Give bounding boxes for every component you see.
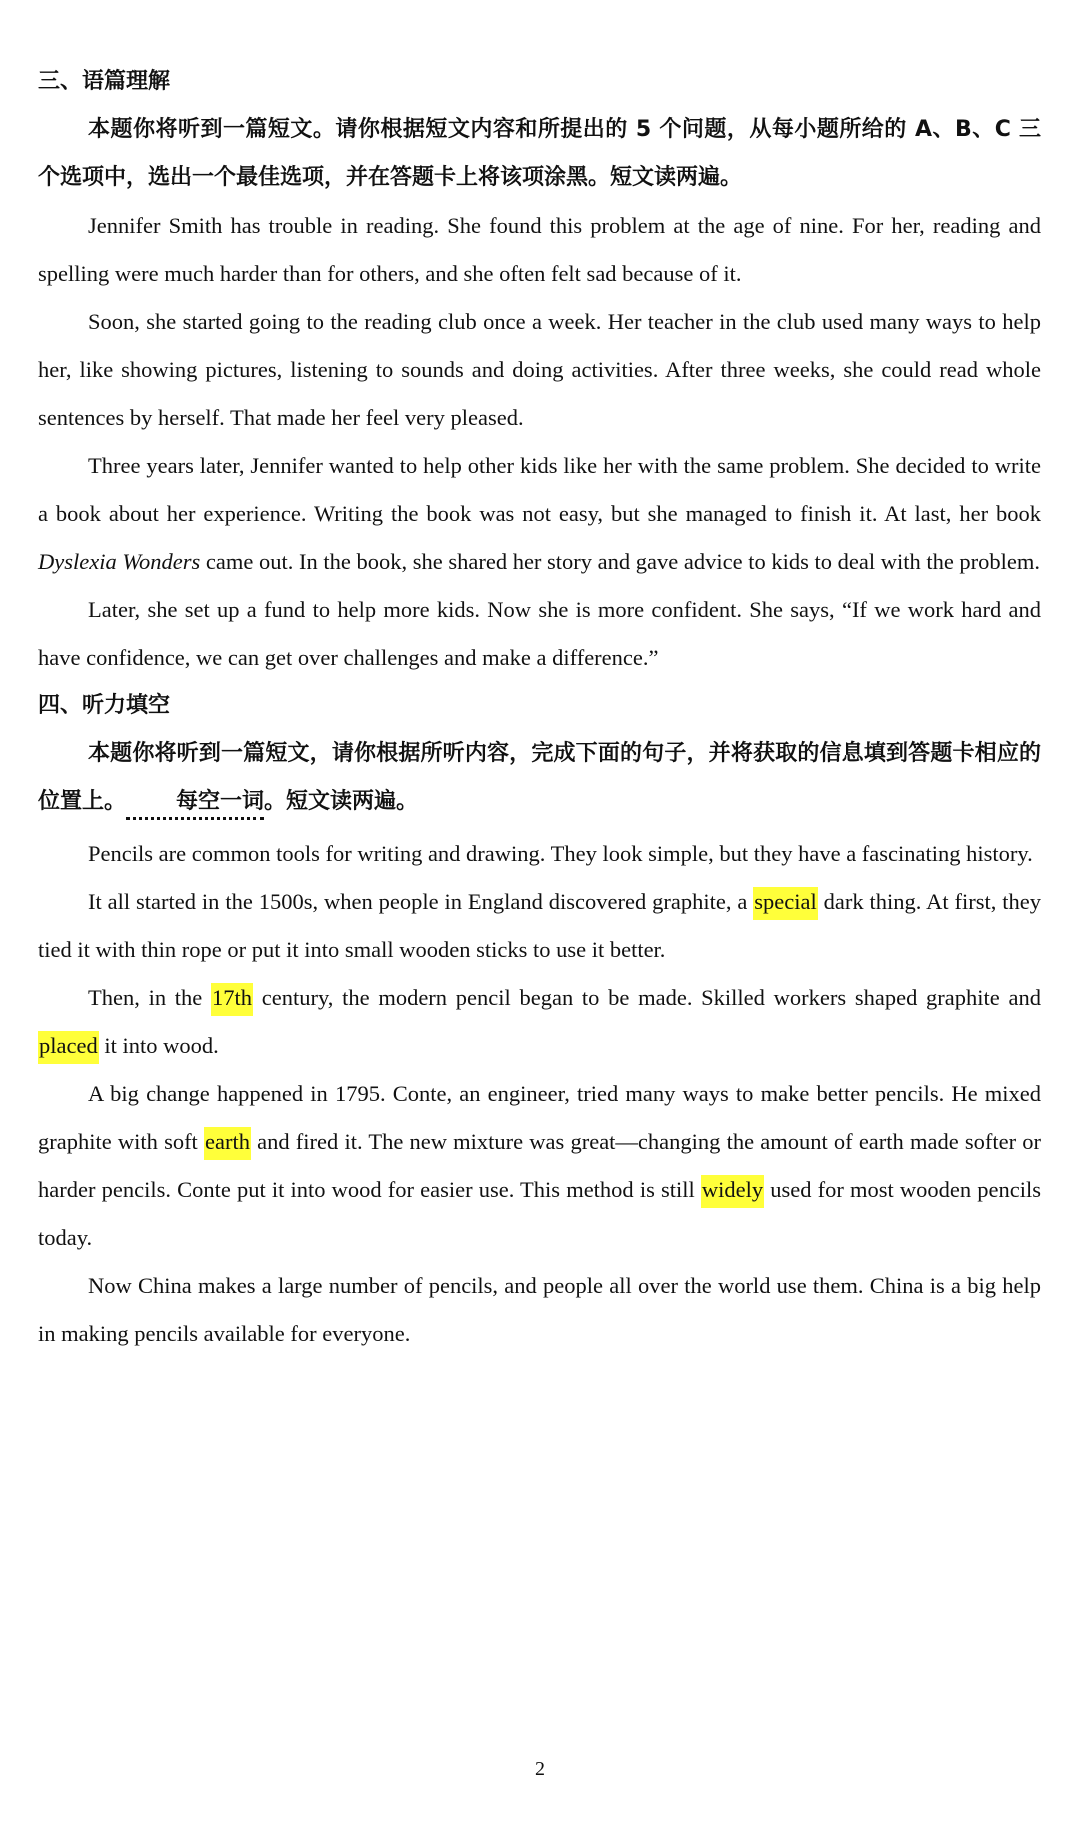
text-run: dark thing. At first, they tied it with thin rope or put it into small wooden sticks to use it better.	[38, 889, 1041, 962]
text-run: A big change happened in 1795. Conte, an engineer, tried many ways to make better pencils. He mixed graphite with soft	[38, 1081, 1041, 1154]
highlighted-answer: widely	[701, 1175, 764, 1208]
section-4-paragraph-5: Now China makes a large number of pencils, and people all over the world use them. China is a big help in making pencils available for everyone.	[38, 1273, 1041, 1346]
section-4-title: 四、听力填空	[38, 693, 171, 718]
text-run: It all started in the 1500s, when people in England discovered graphite, a	[88, 889, 754, 914]
document-page	[38, 58, 1041, 1358]
text-run: and fired it. The new mixture was great—changing the amount of earth made softer or harder pencils. Conte put it into wood for easier use. This method is still	[38, 1129, 1041, 1202]
text-run: century, the modern pencil began to be made. Skilled workers shaped graphite and	[253, 985, 1041, 1010]
section-4-instruction	[38, 730, 1041, 826]
section-3-instruction: 本题你将听到一篇短文。请你根据短文内容和所提出的 5 个问题，从每小题所给的 A、B、C 三个选项中，选出一个最佳选项，并在答题卡上将该项涂黑。短文读两遍。	[38, 117, 1041, 190]
highlighted-answer: earth	[204, 1127, 251, 1160]
section-3-paragraph-3	[38, 442, 1041, 586]
highlighted-answer: 17th	[211, 983, 253, 1016]
section-3-paragraph-2: Soon, she started going to the reading club once a week. Her teacher in the club used many ways to help her, like showing pictures, listening to sounds and doing activities. After three weeks, she could read whole sentences by herself. That made her feel very pleased.	[38, 309, 1041, 430]
section-3-paragraph-1: Jennifer Smith has trouble in reading. She found this problem at the age of nine. For her, reading and spelling were much harder than for others, and she often felt sad because of it.	[38, 213, 1041, 286]
highlighted-answer: special	[753, 887, 817, 920]
section-4-paragraph-1: Pencils are common tools for writing and drawing. They look simple, but they have a fascinating history.	[88, 841, 1033, 866]
emphasis-dotted-text: 每空一词	[126, 787, 264, 820]
section-3-paragraph-4: Later, she set up a fund to help more kids. Now she is more confident. She says, “If we work hard and have confidence, we can get over challenges and make a difference.”	[38, 597, 1041, 670]
text-run: 。短文读两遍。	[264, 789, 419, 814]
highlighted-answer: placed	[38, 1031, 99, 1064]
section-4-paragraph-4	[38, 1070, 1041, 1262]
book-title: Dyslexia Wonders	[38, 549, 201, 574]
text-run: Three years later, Jennifer wanted to help other kids like her with the same problem. She decided to write a book about her experience. Writing the book was not easy, but she managed to finish it. At last, her book	[38, 453, 1041, 526]
section-4-paragraph-2	[38, 878, 1041, 974]
text-run: used for most wooden pencils today.	[38, 1177, 1041, 1250]
text-run: 本题你将听到一篇短文，请你根据所听内容，完成下面的句子，并将获取的信息填到答题卡相应的位置上。	[38, 741, 1041, 814]
text-run: it into wood.	[98, 1033, 219, 1058]
page-number: 2	[535, 1758, 545, 1780]
text-run: Then, in the	[88, 985, 212, 1010]
section-4-paragraph-3	[38, 974, 1041, 1070]
text-run: came out. In the book, she shared her story and gave advice to kids to deal with the problem.	[200, 549, 1041, 574]
section-3-title: 三、语篇理解	[38, 69, 171, 94]
